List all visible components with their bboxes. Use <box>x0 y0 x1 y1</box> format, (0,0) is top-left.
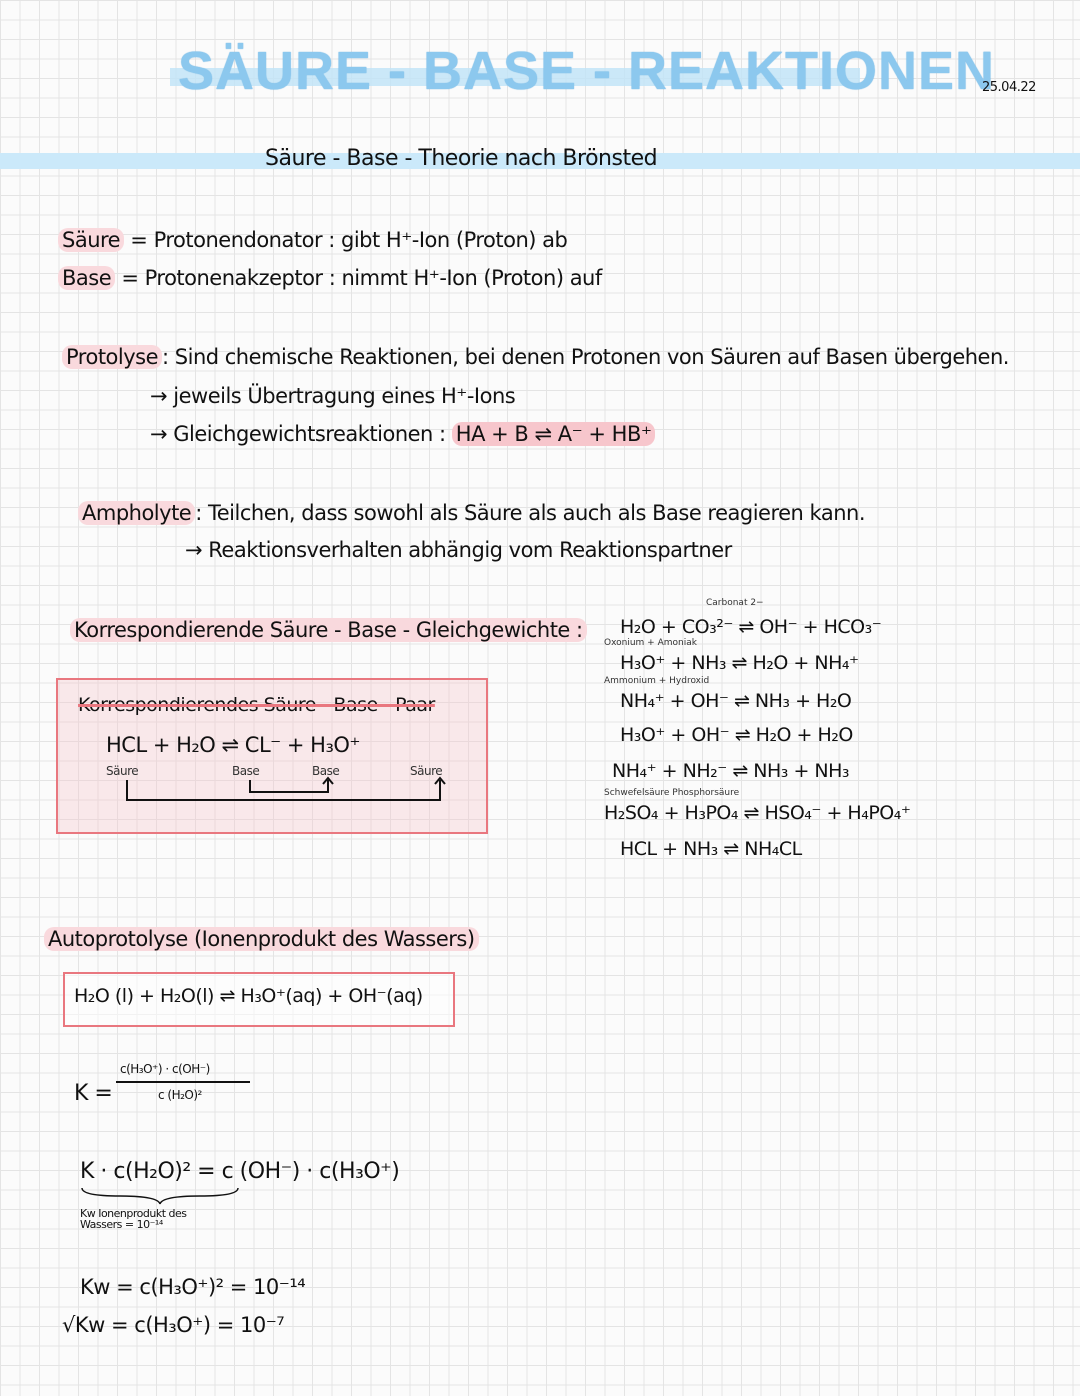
protolyse-point-2 <box>150 422 655 446</box>
autoprotolyse-heading <box>44 927 479 951</box>
autoprotolyse-equation: H₂O (l) + H₂O(l) ⇌ H₃O⁺(aq) + OH⁻(aq) <box>74 985 423 1007</box>
reaction-equation: H₃O⁺ + OH⁻ ⇌ H₂O + H₂O <box>620 724 853 746</box>
date: 25.04.22 <box>982 80 1036 95</box>
reaction-equation: NH₄⁺ + NH₂⁻ ⇌ NH₃ + NH₃ <box>612 760 850 782</box>
pair-arrows <box>100 776 460 806</box>
reaction-annotation: Schwefelsäure Phosphorsäure <box>604 788 740 798</box>
korrespondierende-heading-text: Korrespondierende Säure - Base - Gleichgewichte : <box>70 618 587 642</box>
reaction-annotation: Ammonium + Hydroxid <box>604 676 710 686</box>
underbrace <box>80 1186 280 1206</box>
fraction-line <box>116 1081 250 1083</box>
reaction-row <box>602 788 932 830</box>
protolyse-point-2-label: → Gleichgewichtsreaktionen : <box>150 422 446 446</box>
reaction-row <box>602 830 932 866</box>
pair-box-title: Korrespondierendes Säure - Base - Paar <box>78 694 435 716</box>
acid-term: Säure <box>58 228 124 252</box>
subtitle: Säure - Base - Theorie nach Brönsted <box>265 146 658 171</box>
kw-note: Kw Ionenprodukt des Wassers = 10⁻¹⁴ <box>80 1207 187 1231</box>
reaction-equation: NH₄⁺ + OH⁻ ⇌ NH₃ + H₂O <box>620 690 852 712</box>
pair-label-acid-1: Säure <box>106 764 139 778</box>
protolyse-equation: HA + B ⇌ A⁻ + HB⁺ <box>452 422 656 446</box>
protolyse-definition <box>62 345 1009 369</box>
autoprotolyse-heading-text: Autoprotolyse (Ionenprodukt des Wassers) <box>44 927 479 951</box>
reaction-row <box>602 716 932 754</box>
k-label: K = <box>74 1081 113 1106</box>
ampholyte-point-1: → Reaktionsverhalten abhängig vom Reaktionspartner <box>185 538 732 562</box>
page-title: SÄURE - BASE - REAKTIONEN <box>178 41 996 101</box>
kw-equation: K · c(H₂O)² = c (OH⁻) · c(H₃O⁺) <box>80 1159 400 1184</box>
protolyse-point-1: → jeweils Übertragung eines H⁺-Ions <box>150 384 516 408</box>
ampholyte-definition <box>78 501 865 525</box>
pair-label-acid-2: Säure <box>410 764 443 778</box>
base-term: Base <box>58 266 115 290</box>
reaction-equation: H₂SO₄ + H₃PO₄ ⇌ HSO₄⁻ + H₄PO₄⁺ <box>604 802 911 824</box>
reaction-annotation: Oxonium + Amoniak <box>604 638 697 648</box>
reaction-equation: HCL + NH₃ ⇌ NH₄CL <box>620 838 802 860</box>
definition-acid <box>58 228 567 252</box>
reaction-equation: H₃O⁺ + NH₃ ⇌ H₂O + NH₄⁺ <box>620 652 859 674</box>
pair-equation: HCL + H₂O ⇌ CL⁻ + H₃O⁺ <box>106 733 361 757</box>
base-definition: = Protonenakzeptor : nimmt H⁺-Ion (Proton) auf <box>121 266 602 290</box>
acid-definition: = Protonendonator : gibt H⁺-Ion (Proton) ab <box>130 228 568 252</box>
protolyse-text: : Sind chemische Reaktionen, bei denen Protonen von Säuren auf Basen übergehen. <box>162 345 1009 369</box>
k-numerator: c(H₃O⁺) · c(OH⁻) <box>120 1062 210 1076</box>
sqrt-kw: √Kw = c(H₃O⁺) = 10⁻⁷ <box>62 1313 285 1337</box>
definition-base <box>58 266 602 290</box>
reaction-row <box>602 676 932 716</box>
reactions-list <box>602 598 932 866</box>
reaction-row <box>602 598 932 636</box>
k-denominator: c (H₂O)² <box>158 1088 202 1102</box>
korrespondierende-heading <box>70 618 587 642</box>
ampholyte-term: Ampholyte <box>78 501 195 525</box>
reaction-row <box>602 754 932 788</box>
pair-label-base-2: Base <box>312 764 340 778</box>
ampholyte-text: : Teilchen, dass sowohl als Säure als auch als Base reagieren kann. <box>195 501 865 525</box>
kw-value: Kw = c(H₃O⁺)² = 10⁻¹⁴ <box>80 1275 306 1299</box>
reaction-equation: H₂O + CO₃²⁻ ⇌ OH⁻ + HCO₃⁻ <box>620 616 882 638</box>
pair-label-base-1: Base <box>232 764 260 778</box>
reaction-row <box>602 636 932 676</box>
reaction-annotation: Carbonat 2− <box>706 598 764 608</box>
protolyse-term: Protolyse <box>62 345 162 369</box>
